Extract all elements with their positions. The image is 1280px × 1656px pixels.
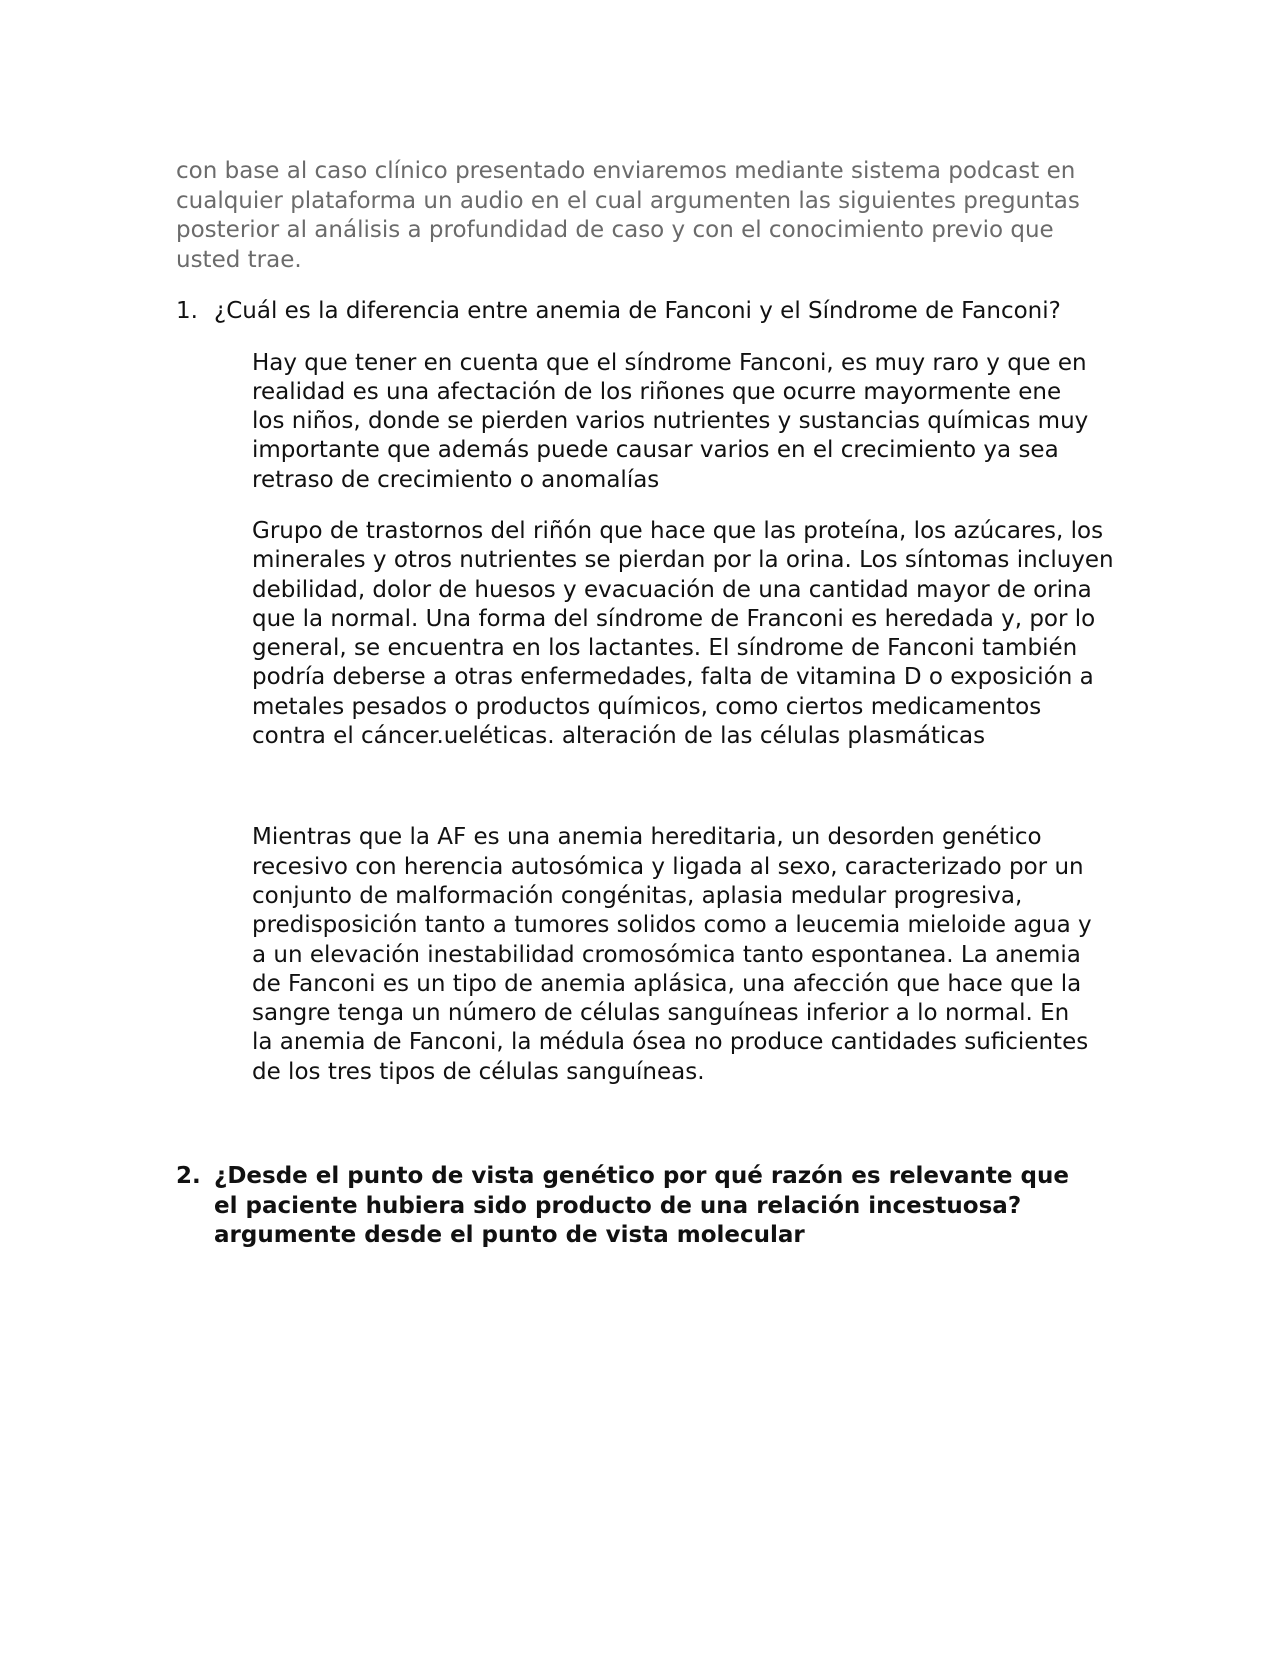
question-1-number: 1. <box>176 298 198 324</box>
question-1-text: ¿Cuál es la diferencia entre anemia de Fanconi y el Síndrome de Fanconi? <box>214 298 1061 324</box>
answer-paragraph-3: Mientras que la AF es una anemia hereditaria, un desorden genético recesivo con herencia autosómica y ligada al sexo, caracterizado por un conjunto de malformación congénitas, aplasia medular progresiva, predisposición tanto a tumores solidos como a leucemia mieloide agua y a un elevación inestabilidad cromosómica tanto espontanea. La anemia de Fanconi es un tipo de anemia aplásica, una afección que hace que la sangre tenga un número de células sanguíneas inferior a lo normal. En la anemia de Fanconi, la médula ósea no produce cantidades suficientes de los tres tipos de células sanguíneas. <box>252 824 1092 1085</box>
question-2 <box>176 1162 1084 1251</box>
question-2-number: 2. <box>176 1163 201 1190</box>
answer-paragraph-2: Grupo de trastornos del riñón que hace que las proteína, los azúcares, los minerales y otros nutrientes se pierdan por la orina. Los síntomas incluyen debilidad, dolor de huesos y evacuación de una cantidad mayor de orina que la normal. Una forma del síndrome de Franconi es heredada y, por lo general, se encuentra en los lactantes. El síndrome de Fanconi también podría deberse a otras enfermedades, falta de vitamina D o exposición a metales pesados o productos químicos, como ciertos medicamentos contra el cáncer.ueléticas. alteración de las células plasmáticas <box>252 517 1114 750</box>
document-page <box>176 157 1114 1251</box>
question-1 <box>176 297 1094 327</box>
intro-paragraph: con base al caso clínico presentado enviaremos mediante sistema podcast en cualquier plataforma un audio en el cual argumenten las siguientes preguntas posterior al análisis a profundidad de caso y con el conocimiento previo que usted trae. <box>176 158 1080 273</box>
answer-paragraph-1: Hay que tener en cuenta que el síndrome Fanconi, es muy raro y que en realidad es una afectación de los riñones que ocurre mayormente ene los niños, donde se pierden varios nutrientes y sustancias químicas muy importante que además puede causar varios en el crecimiento ya sea retraso de crecimiento o anomalías <box>252 349 1089 493</box>
question-2-text: ¿Desde el punto de vista genético por qué razón es relevante que el paciente hubiera sido producto de una relación incestuosa? argumente desde el punto de vista molecular <box>214 1163 1069 1249</box>
